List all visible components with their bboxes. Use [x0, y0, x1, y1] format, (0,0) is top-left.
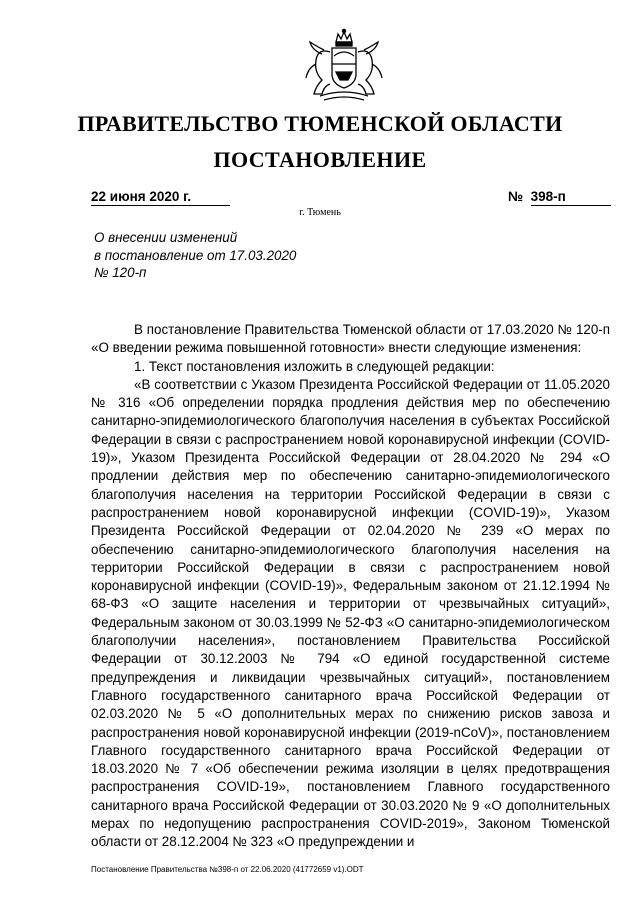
- intro-paragraph: В постановление Правительства Тюменской области от 17.03.2020 № 120-п «О введении режима повышенной готовности» внести следующие изменения:: [91, 322, 610, 356]
- subject-line: О внесении изменений: [94, 230, 238, 245]
- document-number: [508, 189, 611, 206]
- document-subject: [94, 229, 354, 282]
- number-prefix: №: [508, 189, 524, 204]
- government-title: ПРАВИТЕЛЬСТВО ТЮМЕНСКОЙ ОБЛАСТИ: [77, 111, 563, 136]
- subject-line: № 120-п: [94, 265, 147, 281]
- coat-of-arms-emblem: [302, 28, 386, 106]
- number-value: 398-п: [531, 189, 611, 206]
- item-1-paragraph: 1. Текст постановления изложить в следующей редакции:: [134, 358, 495, 374]
- city-label: г. Тюмень: [299, 207, 341, 218]
- main-text-paragraph: «В соответствии с Указом Президента Российской Федерации от 11.05.2020 № 316 «Об определении порядка продления действия мер по обеспечению санитарно-эпидемиологического благополучия населения в субъектах Российской Федерации в связи с распространением новой коронавирусной инфекции (COVID-19)», Указом Президента Российской Федерации от 28.04.2020 № 294 «О продлении действия мер по обеспечению санитарно-эпидемиологического благополучия населения на территории Российской Федерации в связи с распространением новой коронавирусной инфекции (COVID-19)», Указом Президента Российской Федерации от 02.04.2020 № 239 «О мерах по обеспечению санитарно-эпидемиологического благополучия населения на территории Российской Федерации в связи с распространением новой коронавирусной инфекции (COVID-19)», Федеральным законом от 21.12.1994 № 68-ФЗ «О защите населения и территории от чрезвычайных ситуаций», Федеральным законом от 30.03.1999 № 52-ФЗ «О санитарно-эпидемиологическом благополучии населения», постановлением Правительства Российской Федерации от 30.12.2003 № 794 «О единой государственной системе предупреждения и ликвидации чрезвычайных ситуаций», постановлением Главного государственного санитарного врача Российской Федерации от 02.03.2020 № 5 «О дополнительных мерах по снижению рисков завоза и распространения новой коронавирусной инфекции (2019-nCoV)», постановлением Главного государственного санитарного врача Российской Федерации от 18.03.2020 № 7 «Об обеспечении режима изоляции в целях предотвращения распространения COVID-19», постановлением Главного государственного санитарного врача Российской Федерации от 30.03.2020 № 9 «О дополнительных мерах по недопущению распространения COVID-2019», Законом Тюменской области от 28.12.2004 № 323 «О предупреждении и: [91, 376, 610, 850]
- document-date: 22 июня 2020 г.: [91, 189, 230, 206]
- subject-line: в постановление от 17.03.2020: [94, 247, 297, 263]
- document-footer: Постановление Правительства №398-п от 22.06.2020 (41772659 v1).ODT: [91, 865, 364, 874]
- document-body: [91, 321, 610, 852]
- document-type-title: ПОСТАНОВЛЕНИЕ: [213, 147, 427, 172]
